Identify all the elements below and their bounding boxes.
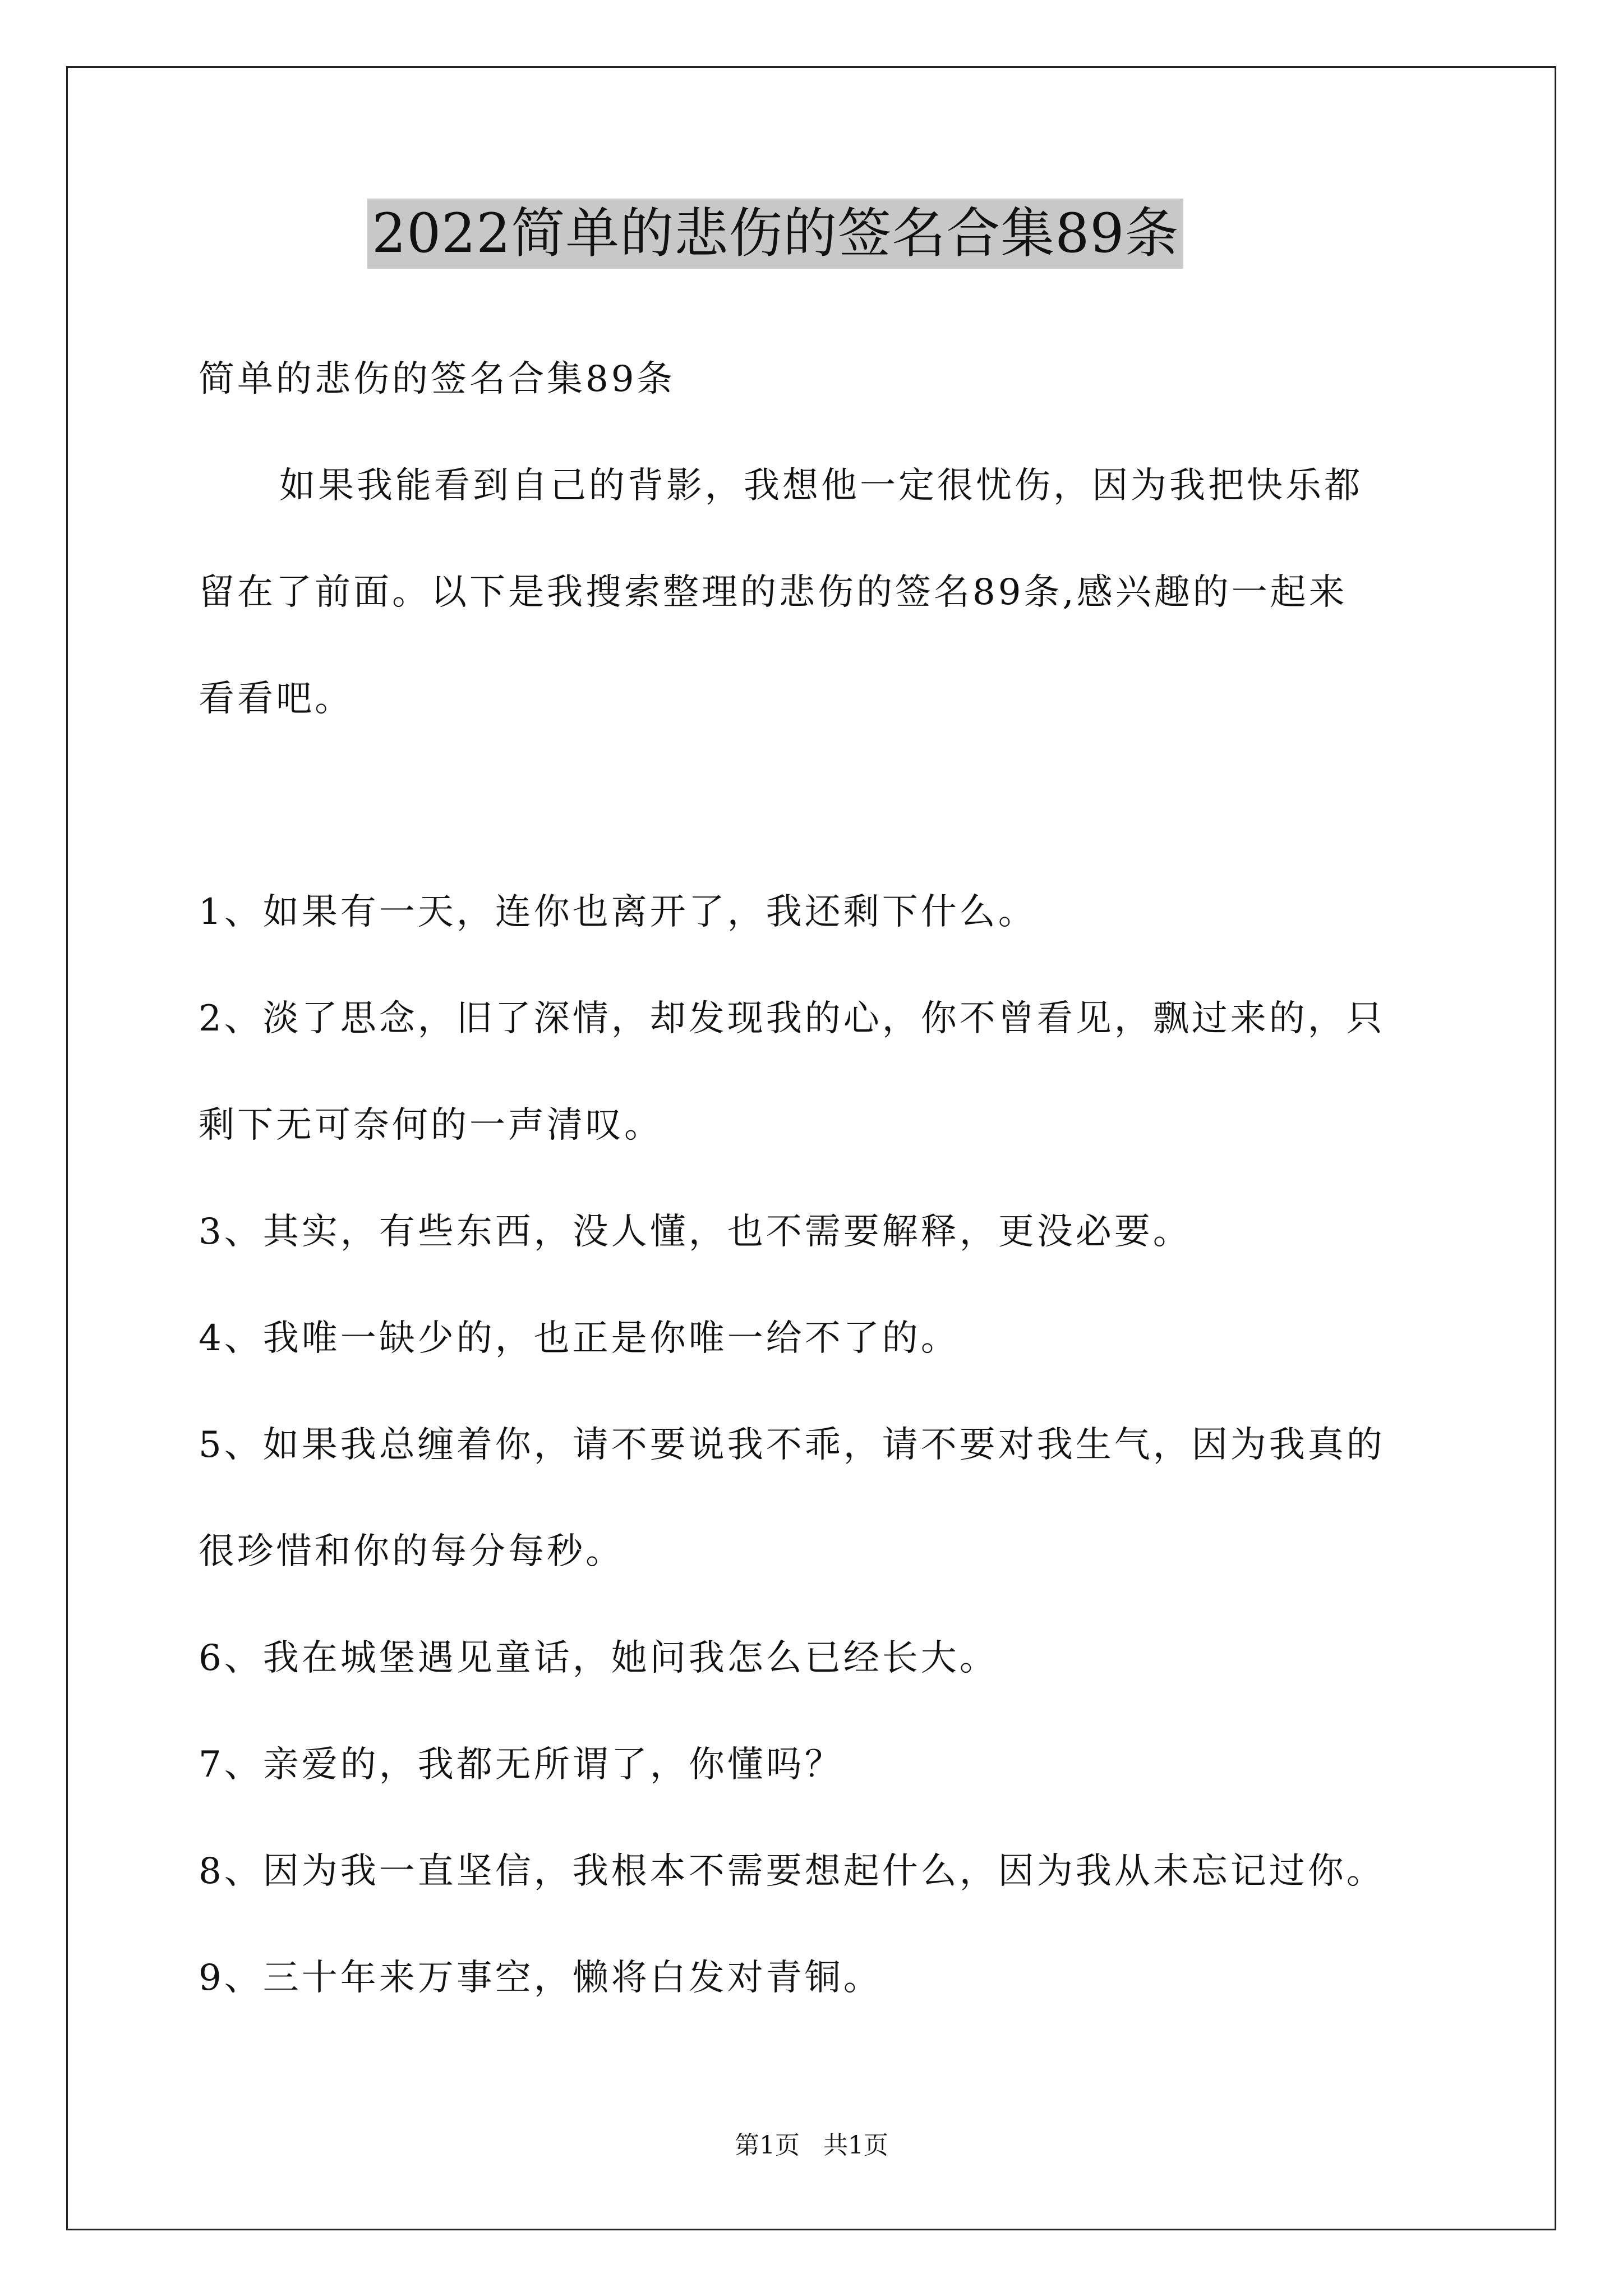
list-item-4: 4、我唯一缺少的，也正是你唯一给不了的。 xyxy=(199,1318,960,1359)
document-title: 2022简单的悲伤的签名合集89条 xyxy=(367,199,1183,269)
page-footer: 第1页 共1页 xyxy=(735,2131,888,2160)
list-item-2-line-1: 2、淡了思念，旧了深情，却发现我的心，你不曾看见，飘过来的，只 xyxy=(199,998,1385,1039)
list-item-5-line-2: 很珍惜和你的每分每秒。 xyxy=(199,1531,624,1572)
document-subtitle: 简单的悲伤的签名合集89条 xyxy=(199,358,676,400)
list-item-6: 6、我在城堡遇见童话，她问我怎么已经长大。 xyxy=(199,1637,998,1679)
list-item-5-line-1: 5、如果我总缠着你，请不要说我不乖，请不要对我生气，因为我真的 xyxy=(199,1424,1385,1466)
intro-line-1: 如果我能看到自己的背影，我想他一定很忧伤，因为我把快乐都 xyxy=(279,465,1363,507)
list-item-3: 3、其实，有些东西，没人懂，也不需要解释，更没必要。 xyxy=(199,1211,1192,1253)
list-item-1: 1、如果有一天，连你也离开了，我还剩下什么。 xyxy=(199,891,1037,933)
list-item-8: 8、因为我一直坚信，我根本不需要想起什么，因为我从未忘记过你。 xyxy=(199,1851,1385,1892)
list-item-9: 9、三十年来万事空，懒将白发对青铜。 xyxy=(199,1957,882,1999)
list-item-2-line-2: 剩下无可奈何的一声清叹。 xyxy=(199,1105,663,1146)
list-item-7: 7、亲爱的，我都无所谓了，你懂吗？ xyxy=(199,1744,843,1786)
intro-line-2: 留在了前面。以下是我搜索整理的悲伤的签名89条,感兴趣的一起来 xyxy=(199,572,1348,613)
intro-line-3: 看看吧。 xyxy=(199,678,353,720)
